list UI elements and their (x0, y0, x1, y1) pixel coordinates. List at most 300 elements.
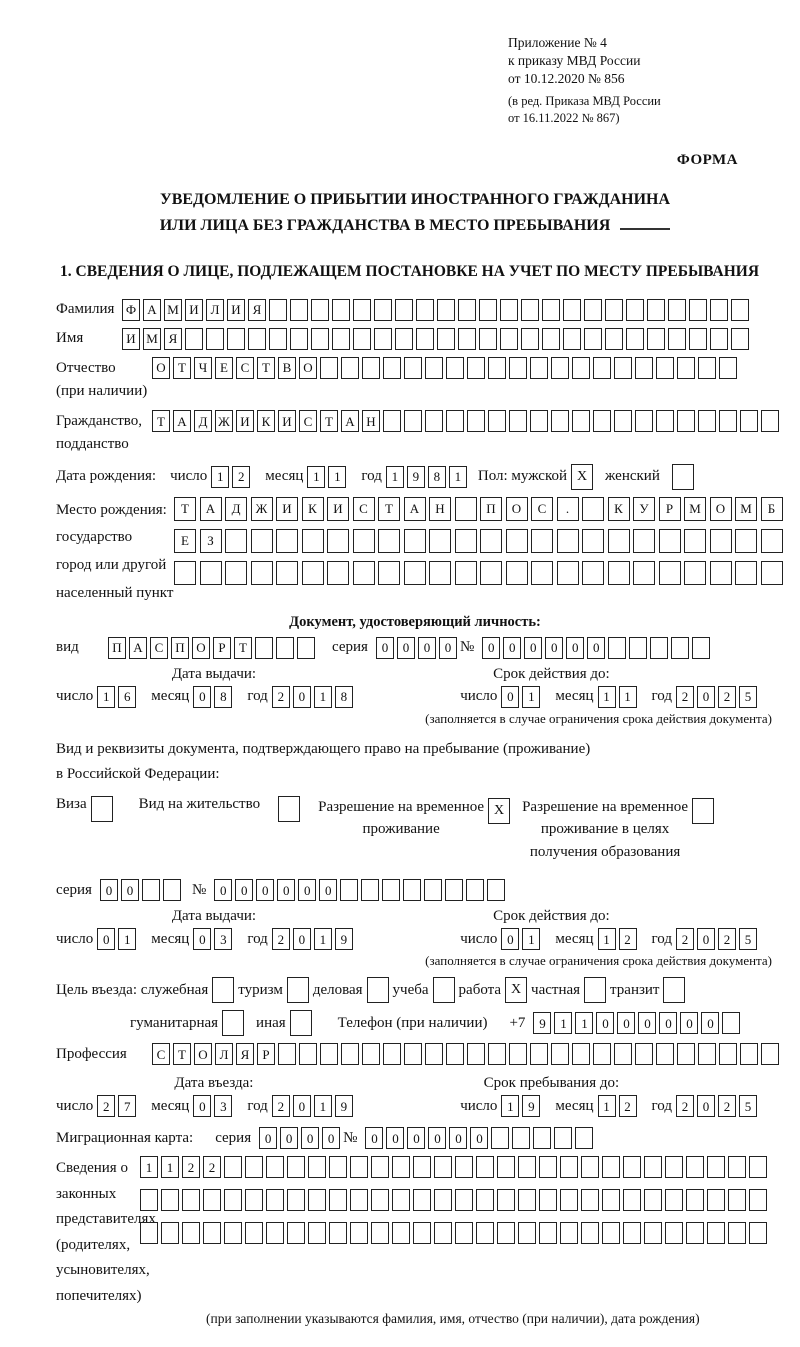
char-box[interactable]: 3 (214, 928, 232, 950)
char-box[interactable]: 0 (680, 1012, 698, 1034)
char-box[interactable]: 0 (617, 1012, 635, 1034)
char-box[interactable] (429, 561, 451, 585)
char-box[interactable]: 2 (718, 1095, 736, 1117)
char-box[interactable]: 1 (598, 928, 616, 950)
char-box[interactable] (182, 1189, 200, 1211)
char-box[interactable]: Т (320, 410, 338, 432)
char-box[interactable] (633, 529, 655, 553)
char-box[interactable] (297, 637, 315, 659)
char-box[interactable]: М (684, 497, 706, 521)
char-box[interactable] (383, 410, 401, 432)
char-box[interactable]: 0 (193, 1095, 211, 1117)
char-box[interactable] (563, 299, 581, 321)
char-box[interactable] (378, 529, 400, 553)
char-box[interactable] (740, 1043, 758, 1065)
char-box[interactable] (698, 357, 716, 379)
char-box[interactable]: 1 (522, 928, 540, 950)
char-box[interactable]: 1 (522, 686, 540, 708)
char-box[interactable]: С (150, 637, 168, 659)
purpose-humanitarian-checkbox[interactable] (222, 1010, 244, 1036)
char-box[interactable]: О (710, 497, 732, 521)
char-box[interactable]: И (276, 497, 298, 521)
char-box[interactable] (692, 637, 710, 659)
char-box[interactable]: Д (194, 410, 212, 432)
char-box[interactable] (429, 529, 451, 553)
char-box[interactable] (506, 529, 528, 553)
char-box[interactable] (722, 1012, 740, 1034)
char-box[interactable]: 0 (121, 879, 139, 901)
char-box[interactable] (608, 561, 630, 585)
purpose-private-checkbox[interactable] (584, 977, 606, 1003)
char-box[interactable]: Б (761, 497, 783, 521)
char-box[interactable] (476, 1156, 494, 1178)
char-box[interactable] (593, 357, 611, 379)
char-box[interactable] (582, 497, 604, 521)
char-box[interactable] (174, 561, 196, 585)
char-box[interactable]: Т (378, 497, 400, 521)
char-box[interactable] (392, 1222, 410, 1244)
char-box[interactable] (554, 1127, 572, 1149)
char-box[interactable]: 1 (598, 686, 616, 708)
char-box[interactable] (728, 1189, 746, 1211)
char-box[interactable] (497, 1156, 515, 1178)
char-box[interactable]: Л (206, 299, 224, 321)
char-box[interactable] (479, 299, 497, 321)
char-box[interactable] (299, 1043, 317, 1065)
char-box[interactable] (329, 1156, 347, 1178)
char-box[interactable]: 0 (280, 1127, 298, 1149)
char-box[interactable] (644, 1222, 662, 1244)
char-box[interactable]: 1 (307, 466, 325, 488)
char-box[interactable] (509, 357, 527, 379)
char-box[interactable]: И (227, 299, 245, 321)
char-box[interactable] (392, 1189, 410, 1211)
char-box[interactable]: А (341, 410, 359, 432)
char-box[interactable] (686, 1222, 704, 1244)
char-box[interactable] (308, 1189, 326, 1211)
char-box[interactable] (509, 1043, 527, 1065)
char-box[interactable]: 1 (449, 466, 467, 488)
char-box[interactable] (710, 529, 732, 553)
char-box[interactable] (480, 561, 502, 585)
char-box[interactable]: 8 (428, 466, 446, 488)
char-box[interactable]: Т (173, 357, 191, 379)
char-box[interactable]: С (299, 410, 317, 432)
char-box[interactable] (581, 1156, 599, 1178)
char-box[interactable] (266, 1156, 284, 1178)
char-box[interactable] (542, 328, 560, 350)
char-box[interactable] (278, 1043, 296, 1065)
char-box[interactable] (203, 1189, 221, 1211)
char-box[interactable]: 0 (365, 1127, 383, 1149)
char-box[interactable] (245, 1156, 263, 1178)
char-box[interactable]: 0 (587, 637, 605, 659)
char-box[interactable] (668, 299, 686, 321)
char-box[interactable] (329, 1222, 347, 1244)
char-box[interactable] (719, 410, 737, 432)
char-box[interactable] (665, 1222, 683, 1244)
char-box[interactable] (251, 529, 273, 553)
char-box[interactable]: 0 (193, 686, 211, 708)
char-box[interactable]: 0 (301, 1127, 319, 1149)
char-box[interactable]: 0 (193, 928, 211, 950)
char-box[interactable]: 9 (522, 1095, 540, 1117)
char-box[interactable] (361, 879, 379, 901)
char-box[interactable]: 2 (272, 686, 290, 708)
edu-residence-checkbox[interactable] (692, 798, 714, 824)
char-box[interactable]: Я (236, 1043, 254, 1065)
char-box[interactable] (248, 328, 266, 350)
char-box[interactable] (350, 1156, 368, 1178)
char-box[interactable] (245, 1222, 263, 1244)
char-box[interactable]: 0 (293, 686, 311, 708)
char-box[interactable]: 0 (319, 879, 337, 901)
char-box[interactable] (509, 410, 527, 432)
char-box[interactable] (518, 1189, 536, 1211)
char-box[interactable] (161, 1222, 179, 1244)
char-box[interactable] (623, 1189, 641, 1211)
char-box[interactable] (290, 299, 308, 321)
char-box[interactable]: 2 (676, 928, 694, 950)
char-box[interactable] (437, 328, 455, 350)
char-box[interactable] (374, 328, 392, 350)
char-box[interactable]: 2 (676, 1095, 694, 1117)
char-box[interactable]: 0 (470, 1127, 488, 1149)
char-box[interactable] (659, 529, 681, 553)
char-box[interactable]: 0 (566, 637, 584, 659)
char-box[interactable] (455, 529, 477, 553)
char-box[interactable]: 0 (503, 637, 521, 659)
char-box[interactable] (707, 1222, 725, 1244)
char-box[interactable] (665, 1156, 683, 1178)
char-box[interactable] (557, 529, 579, 553)
char-box[interactable]: К (257, 410, 275, 432)
char-box[interactable] (698, 1043, 716, 1065)
char-box[interactable]: 0 (428, 1127, 446, 1149)
char-box[interactable]: Я (248, 299, 266, 321)
char-box[interactable]: Т (152, 410, 170, 432)
char-box[interactable]: 1 (328, 466, 346, 488)
char-box[interactable]: 1 (314, 686, 332, 708)
char-box[interactable] (518, 1156, 536, 1178)
char-box[interactable] (626, 328, 644, 350)
char-box[interactable] (446, 410, 464, 432)
char-box[interactable] (200, 561, 222, 585)
char-box[interactable] (608, 529, 630, 553)
char-box[interactable]: Т (174, 497, 196, 521)
char-box[interactable]: . (557, 497, 579, 521)
char-box[interactable]: 1 (314, 928, 332, 950)
char-box[interactable]: 1 (554, 1012, 572, 1034)
char-box[interactable]: 2 (718, 686, 736, 708)
char-box[interactable] (614, 1043, 632, 1065)
char-box[interactable]: 0 (407, 1127, 425, 1149)
char-box[interactable]: И (236, 410, 254, 432)
char-box[interactable]: 0 (376, 637, 394, 659)
char-box[interactable] (530, 1043, 548, 1065)
purpose-tourism-checkbox[interactable] (287, 977, 309, 1003)
char-box[interactable]: П (108, 637, 126, 659)
char-box[interactable]: 1 (619, 686, 637, 708)
char-box[interactable] (563, 328, 581, 350)
char-box[interactable] (572, 410, 590, 432)
char-box[interactable]: 8 (335, 686, 353, 708)
char-box[interactable] (404, 1043, 422, 1065)
char-box[interactable]: О (506, 497, 528, 521)
char-box[interactable] (518, 1222, 536, 1244)
char-box[interactable]: 1 (118, 928, 136, 950)
char-box[interactable] (656, 357, 674, 379)
char-box[interactable]: 0 (397, 637, 415, 659)
char-box[interactable] (635, 410, 653, 432)
char-box[interactable]: М (143, 328, 161, 350)
char-box[interactable]: 0 (293, 928, 311, 950)
char-box[interactable]: Н (429, 497, 451, 521)
char-box[interactable] (383, 357, 401, 379)
char-box[interactable] (560, 1222, 578, 1244)
char-box[interactable] (371, 1189, 389, 1211)
char-box[interactable] (416, 328, 434, 350)
char-box[interactable] (644, 1156, 662, 1178)
char-box[interactable] (203, 1222, 221, 1244)
char-box[interactable] (731, 299, 749, 321)
char-box[interactable] (686, 1189, 704, 1211)
char-box[interactable] (353, 299, 371, 321)
char-box[interactable]: Т (173, 1043, 191, 1065)
char-box[interactable]: 8 (214, 686, 232, 708)
char-box[interactable] (584, 328, 602, 350)
char-box[interactable] (560, 1189, 578, 1211)
char-box[interactable]: 1 (97, 686, 115, 708)
char-box[interactable]: 0 (97, 928, 115, 950)
char-box[interactable] (560, 1156, 578, 1178)
char-box[interactable]: 0 (439, 637, 457, 659)
char-box[interactable] (684, 561, 706, 585)
char-box[interactable] (378, 561, 400, 585)
char-box[interactable] (353, 529, 375, 553)
char-box[interactable] (140, 1189, 158, 1211)
char-box[interactable] (455, 1156, 473, 1178)
char-box[interactable] (403, 879, 421, 901)
char-box[interactable] (308, 1222, 326, 1244)
char-box[interactable] (707, 1156, 725, 1178)
char-box[interactable]: Н (362, 410, 380, 432)
char-box[interactable] (455, 497, 477, 521)
char-box[interactable] (728, 1156, 746, 1178)
char-box[interactable] (161, 1189, 179, 1211)
char-box[interactable] (623, 1156, 641, 1178)
char-box[interactable] (383, 1043, 401, 1065)
char-box[interactable] (572, 357, 590, 379)
gender-male-checkbox[interactable]: X (571, 464, 593, 490)
char-box[interactable]: 0 (501, 928, 519, 950)
char-box[interactable] (539, 1156, 557, 1178)
char-box[interactable] (530, 410, 548, 432)
char-box[interactable]: 1 (161, 1156, 179, 1178)
char-box[interactable] (455, 561, 477, 585)
char-box[interactable]: З (200, 529, 222, 553)
char-box[interactable] (677, 1043, 695, 1065)
char-box[interactable]: 2 (232, 466, 250, 488)
char-box[interactable] (404, 561, 426, 585)
char-box[interactable] (142, 879, 160, 901)
char-box[interactable]: Ж (215, 410, 233, 432)
char-box[interactable] (533, 1127, 551, 1149)
char-box[interactable]: Я (164, 328, 182, 350)
char-box[interactable] (413, 1156, 431, 1178)
char-box[interactable]: О (192, 637, 210, 659)
purpose-transit-checkbox[interactable] (663, 977, 685, 1003)
char-box[interactable]: 0 (701, 1012, 719, 1034)
char-box[interactable] (476, 1222, 494, 1244)
char-box[interactable] (206, 328, 224, 350)
char-box[interactable] (224, 1189, 242, 1211)
char-box[interactable] (749, 1156, 767, 1178)
char-box[interactable]: О (152, 357, 170, 379)
char-box[interactable] (614, 410, 632, 432)
char-box[interactable] (458, 299, 476, 321)
char-box[interactable] (332, 328, 350, 350)
char-box[interactable]: Р (257, 1043, 275, 1065)
char-box[interactable] (425, 357, 443, 379)
char-box[interactable] (710, 328, 728, 350)
char-box[interactable]: 0 (256, 879, 274, 901)
char-box[interactable] (728, 1222, 746, 1244)
char-box[interactable] (332, 299, 350, 321)
char-box[interactable]: А (200, 497, 222, 521)
char-box[interactable]: Ф (122, 299, 140, 321)
char-box[interactable] (382, 879, 400, 901)
char-box[interactable] (761, 410, 779, 432)
char-box[interactable]: 2 (676, 686, 694, 708)
char-box[interactable] (245, 1189, 263, 1211)
char-box[interactable]: К (608, 497, 630, 521)
char-box[interactable]: И (278, 410, 296, 432)
char-box[interactable] (707, 1189, 725, 1211)
char-box[interactable]: Д (225, 497, 247, 521)
char-box[interactable]: 0 (501, 686, 519, 708)
char-box[interactable]: И (185, 299, 203, 321)
char-box[interactable]: П (171, 637, 189, 659)
char-box[interactable] (608, 637, 626, 659)
char-box[interactable]: 0 (418, 637, 436, 659)
char-box[interactable] (656, 1043, 674, 1065)
char-box[interactable] (497, 1189, 515, 1211)
char-box[interactable]: У (633, 497, 655, 521)
char-box[interactable] (395, 328, 413, 350)
char-box[interactable] (455, 1222, 473, 1244)
char-box[interactable] (362, 1043, 380, 1065)
char-box[interactable] (677, 357, 695, 379)
char-box[interactable] (362, 357, 380, 379)
char-box[interactable]: 0 (277, 879, 295, 901)
char-box[interactable]: 0 (697, 686, 715, 708)
char-box[interactable] (467, 1043, 485, 1065)
char-box[interactable]: 5 (739, 928, 757, 950)
char-box[interactable] (446, 357, 464, 379)
char-box[interactable]: 2 (203, 1156, 221, 1178)
char-box[interactable]: С (236, 357, 254, 379)
char-box[interactable]: Р (659, 497, 681, 521)
char-box[interactable]: 1 (598, 1095, 616, 1117)
char-box[interactable]: Ч (194, 357, 212, 379)
char-box[interactable] (479, 328, 497, 350)
char-box[interactable]: В (278, 357, 296, 379)
char-box[interactable]: 2 (97, 1095, 115, 1117)
char-box[interactable]: 0 (298, 879, 316, 901)
char-box[interactable] (539, 1189, 557, 1211)
char-box[interactable] (287, 1189, 305, 1211)
char-box[interactable]: А (129, 637, 147, 659)
char-box[interactable]: 2 (619, 928, 637, 950)
char-box[interactable] (488, 410, 506, 432)
char-box[interactable] (551, 1043, 569, 1065)
char-box[interactable]: Е (174, 529, 196, 553)
char-box[interactable] (557, 561, 579, 585)
char-box[interactable] (650, 637, 668, 659)
char-box[interactable] (437, 299, 455, 321)
char-box[interactable]: 0 (596, 1012, 614, 1034)
char-box[interactable] (635, 1043, 653, 1065)
char-box[interactable] (224, 1222, 242, 1244)
char-box[interactable] (531, 561, 553, 585)
char-box[interactable] (575, 1127, 593, 1149)
char-box[interactable] (371, 1222, 389, 1244)
char-box[interactable]: 6 (118, 686, 136, 708)
char-box[interactable] (458, 328, 476, 350)
char-box[interactable] (163, 879, 181, 901)
char-box[interactable]: С (152, 1043, 170, 1065)
char-box[interactable] (404, 410, 422, 432)
char-box[interactable] (350, 1189, 368, 1211)
char-box[interactable] (500, 328, 518, 350)
char-box[interactable] (320, 357, 338, 379)
char-box[interactable] (542, 299, 560, 321)
char-box[interactable] (413, 1222, 431, 1244)
char-box[interactable]: 1 (140, 1156, 158, 1178)
char-box[interactable] (531, 529, 553, 553)
char-box[interactable] (487, 879, 505, 901)
char-box[interactable]: 0 (449, 1127, 467, 1149)
char-box[interactable] (684, 529, 706, 553)
char-box[interactable] (287, 1222, 305, 1244)
char-box[interactable] (506, 561, 528, 585)
char-box[interactable]: 0 (100, 879, 118, 901)
char-box[interactable]: 9 (335, 928, 353, 950)
char-box[interactable] (614, 357, 632, 379)
char-box[interactable] (731, 328, 749, 350)
char-box[interactable] (582, 529, 604, 553)
char-box[interactable]: 1 (314, 1095, 332, 1117)
char-box[interactable] (593, 1043, 611, 1065)
char-box[interactable] (582, 561, 604, 585)
char-box[interactable] (302, 529, 324, 553)
char-box[interactable] (735, 529, 757, 553)
char-box[interactable] (182, 1222, 200, 1244)
char-box[interactable]: 0 (322, 1127, 340, 1149)
char-box[interactable] (629, 637, 647, 659)
char-box[interactable] (308, 1156, 326, 1178)
char-box[interactable]: И (122, 328, 140, 350)
char-box[interactable]: Р (213, 637, 231, 659)
purpose-official-checkbox[interactable] (212, 977, 234, 1003)
char-box[interactable] (749, 1222, 767, 1244)
char-box[interactable] (311, 328, 329, 350)
char-box[interactable]: 5 (739, 686, 757, 708)
char-box[interactable] (276, 637, 294, 659)
char-box[interactable] (539, 1222, 557, 1244)
char-box[interactable]: 9 (335, 1095, 353, 1117)
